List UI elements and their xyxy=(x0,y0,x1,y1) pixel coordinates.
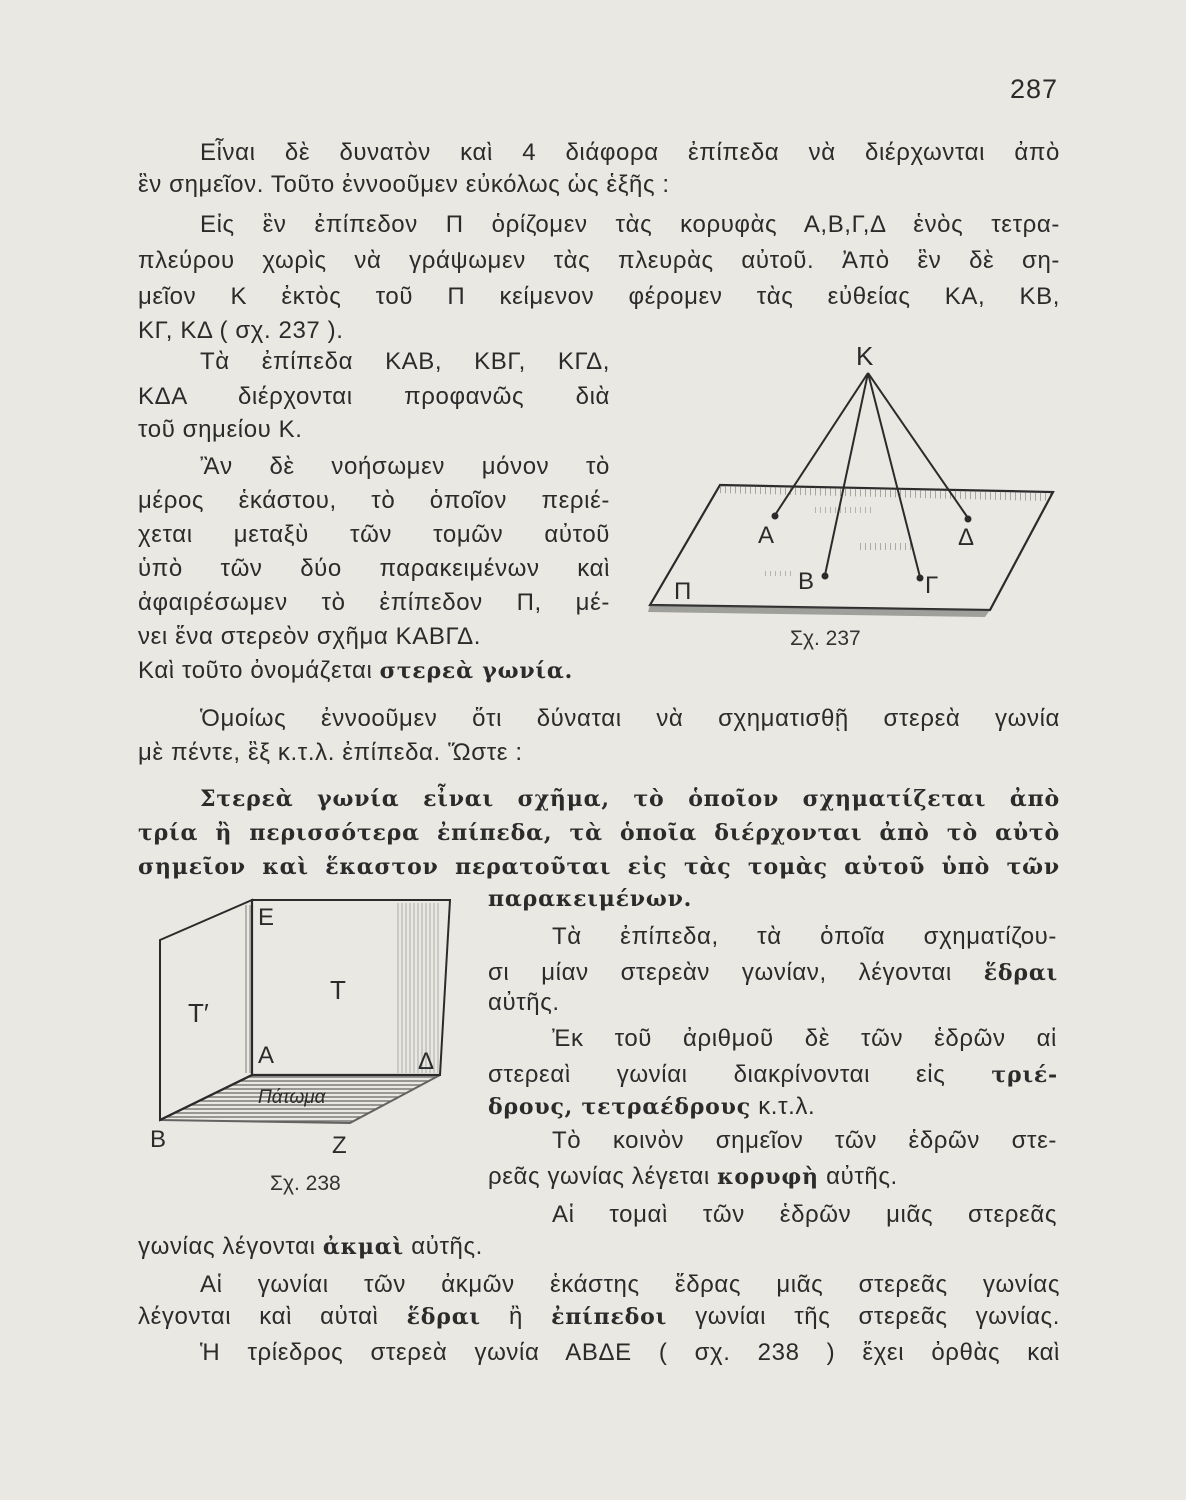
para7-line3 xyxy=(488,1092,815,1122)
term-tetrahedral: δρους, τετραέδρους xyxy=(488,1094,751,1120)
para4-line5: ἀφαιρέσωμεν τὸ ἐπίπεδον Π, μέ- xyxy=(138,589,610,616)
definition-line1: Στερεὰ γωνία εἶναι σχῆμα, τὸ ὁποῖον σχηματίζεται ἀπὸ xyxy=(200,786,1060,812)
fig238-label-b: Β xyxy=(150,1126,167,1153)
definition-line2: τρία ἢ περισσότερα ἐπίπεδα, τὰ ὁποῖα διέρχονται ἀπὸ τὸ αὐτὸ xyxy=(138,820,1060,846)
para10-line2 xyxy=(138,1302,1060,1332)
para2-line4: ΚΓ, ΚΔ ( σχ. 237 ). xyxy=(138,317,344,344)
para8-line1: Τὸ κοινὸν σημεῖον τῶν ἑδρῶν στε- xyxy=(552,1127,1057,1154)
para7-line2 xyxy=(488,1060,1058,1090)
figure-238 xyxy=(140,895,470,1165)
para6-line2-text: σι μίαν στερεὰν γωνίαν, λέγονται xyxy=(488,959,952,986)
para6-line3: αὐτῆς. xyxy=(488,989,560,1016)
fig238-label-e: Ε xyxy=(258,904,275,931)
definition-line3: σημεῖον καὶ ἕκαστον περατοῦται εἰς τὰς τομὰς αὐτοῦ ὑπὸ τῶν xyxy=(138,854,1060,880)
para4-line6: νει ἕνα στερεὸν σχῆμα ΚΑΒΓΔ. xyxy=(138,623,481,650)
para2-line2: πλεύρου χωρὶς νὰ γράψωμεν τὰς πλευρὰς αὐτοῦ. Ἀπὸ ἓν δὲ ση- xyxy=(138,247,1060,274)
term-vertex: κορυφὴ xyxy=(717,1164,819,1190)
para7-line3-text: κ.τ.λ. xyxy=(758,1093,816,1120)
para4-line7-text: Καὶ τοῦτο ὀνομάζεται xyxy=(138,657,373,684)
fig237-label-a: Α xyxy=(758,522,775,549)
fig238-label-floor: Πάτωμα xyxy=(258,1087,326,1108)
figure-237-caption: Σχ. 237 xyxy=(790,627,861,650)
point-b xyxy=(822,573,829,580)
plane-shade-3 xyxy=(765,571,795,576)
term-trihedral: τριέ- xyxy=(991,1062,1058,1088)
para10-line2-text: λέγονται καὶ αὐταὶ xyxy=(138,1303,379,1330)
point-d xyxy=(965,516,972,523)
para9-line2-suffix: αὐτῆς. xyxy=(411,1233,483,1260)
figure-238-caption: Σχ. 238 xyxy=(270,1172,341,1195)
para8-line2-suffix: αὐτῆς. xyxy=(826,1163,898,1190)
fig238-label-t: Τ xyxy=(330,975,346,1005)
fig237-label-b: Β xyxy=(798,568,815,595)
para7-line1: Ἐκ τοῦ ἀριθμοῦ δὲ τῶν ἑδρῶν αἱ xyxy=(552,1025,1057,1052)
para9-line2-text: γωνίας λέγονται xyxy=(138,1233,316,1260)
para3-line2: ΚΔΑ διέρχονται προφανῶς διὰ xyxy=(138,383,610,410)
fig237-label-plane: Π xyxy=(674,578,692,605)
fig238-label-t-prime: Τ′ xyxy=(188,998,209,1028)
para6-line2 xyxy=(488,958,1058,988)
para4-line2: μέρος ἑκάστου, τὸ ὁποῖον περιέ- xyxy=(138,487,610,514)
term-plane-angles: ἐπίπεδοι xyxy=(551,1304,668,1330)
face-t-prime-shade xyxy=(244,905,252,1073)
para11-line1: Ἡ τρίεδρος στερεὰ γωνία ΑΒΔΕ ( σχ. 238 ) ἔχει ὀρθὰς καὶ xyxy=(200,1339,1060,1366)
para7-line2-text: στερεαὶ γωνίαι διακρίνονται εἰς xyxy=(488,1061,946,1088)
plane-shade-1 xyxy=(815,507,875,513)
para8-line2-text: ρεᾶς γωνίας λέγεται xyxy=(488,1163,710,1190)
point-g xyxy=(917,575,924,582)
para3-line3: τοῦ σημείου Κ. xyxy=(138,416,303,443)
para10-line2-or: ἢ xyxy=(509,1303,523,1330)
term-faces: ἕδραι xyxy=(983,960,1058,986)
para8-line2 xyxy=(488,1162,898,1192)
para9-line2 xyxy=(138,1232,483,1262)
para2-line3: μεῖον Κ ἐκτὸς τοῦ Π κείμενον φέρομεν τὰς εὐθείας ΚΑ, ΚΒ, xyxy=(138,283,1060,310)
plane-pi xyxy=(650,485,1053,610)
para4-line4: ὑπὸ τῶν δύο παρακειμένων καὶ xyxy=(138,555,610,582)
para10-line1: Αἱ γωνίαι τῶν ἀκμῶν ἑκάστης ἕδρας μιᾶς στερεᾶς γωνίας xyxy=(200,1271,1060,1298)
term-solid-angle: στερεὰ γωνία. xyxy=(379,658,574,684)
point-a xyxy=(772,513,779,520)
para1-line1: Εἶναι δὲ δυνατὸν καὶ 4 διάφορα ἐπίπεδα νὰ διέρχωνται ἀπὸ xyxy=(200,139,1060,166)
para9-line1: Αἱ τομαὶ τῶν ἑδρῶν μιᾶς στερεᾶς xyxy=(552,1201,1057,1228)
definition-line4: παρακειμένων. xyxy=(488,886,693,912)
fig237-label-d: Δ xyxy=(958,524,975,551)
figure-237 xyxy=(640,335,1070,665)
para4-line1: Ἂν δὲ νοήσωμεν μόνον τὸ xyxy=(200,453,610,480)
fig238-label-a: Α xyxy=(258,1042,275,1069)
para1-line2: ἓν σημεῖον. Τοῦτο ἐννοοῦμεν εὐκόλως ὡς ἑξῆς : xyxy=(138,171,670,198)
para6-line1: Τὰ ἐπίπεδα, τὰ ὁποῖα σχηματίζου- xyxy=(552,923,1057,950)
fig238-label-d: Δ xyxy=(418,1048,435,1075)
para3-line1: Τὰ ἐπίπεδα ΚΑΒ, ΚΒΓ, ΚΓΔ, xyxy=(200,348,610,375)
para4-line7 xyxy=(138,656,573,686)
fig237-label-g: Γ xyxy=(925,572,939,599)
para2-line1: Εἰς ἓν ἐπίπεδον Π ὁρίζομεν τὰς κορυφὰς Α,Β,Γ,Δ ἑνὸς τετρα- xyxy=(200,211,1060,238)
para5-line2: μὲ πέντε, ἓξ κ.τ.λ. ἐπίπεδα. Ὥστε : xyxy=(138,739,523,766)
page-number: 287 xyxy=(1010,74,1059,104)
term-edges: ἀκμαὶ xyxy=(322,1234,404,1260)
para5-line1: Ὁμοίως ἐννοοῦμεν ὅτι δύναται νὰ σχηματισθῇ στερεὰ γωνία xyxy=(200,705,1060,732)
plane-shade-2 xyxy=(858,543,913,550)
fig237-label-apex: Κ xyxy=(856,341,874,371)
term-faces-2: ἕδραι xyxy=(406,1304,481,1330)
para10-line2-suffix: γωνίαι τῆς στερεᾶς γωνίας. xyxy=(695,1303,1060,1330)
fig238-label-z: Ζ xyxy=(332,1132,347,1159)
para4-line3: χεται μεταξὺ τῶν τομῶν αὐτοῦ xyxy=(138,521,610,548)
